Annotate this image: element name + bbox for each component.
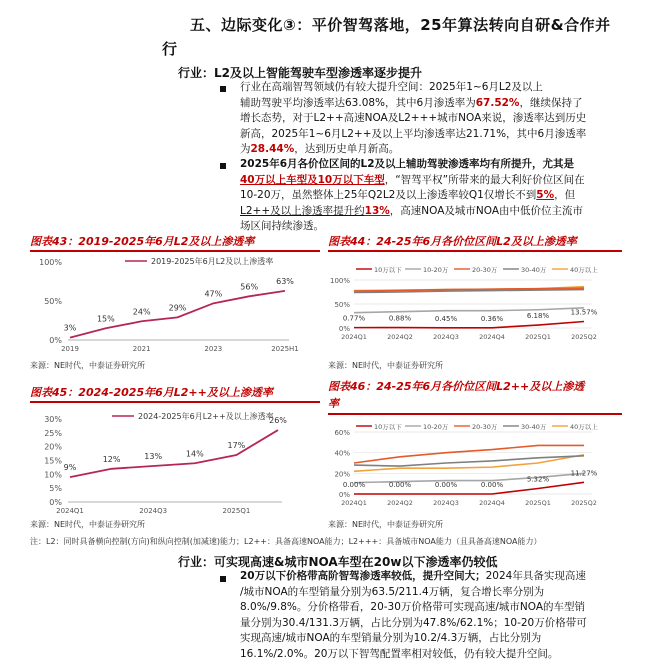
legend-label: 30-40万 bbox=[521, 266, 547, 274]
chart-source: 来源：NE时代，中泰证券研究所 bbox=[30, 361, 146, 370]
data-label: 0.88% bbox=[388, 314, 412, 323]
data-label: 0.00% bbox=[342, 481, 366, 489]
y-tick-label: 20% bbox=[44, 442, 62, 452]
data-label: 13.57% bbox=[570, 308, 598, 317]
data-label: 0.36% bbox=[480, 314, 504, 323]
x-tick-label: 2021 bbox=[132, 345, 151, 353]
y-tick-label: 0% bbox=[49, 336, 62, 345]
y-tick-label: 15% bbox=[44, 456, 62, 466]
series-line bbox=[354, 308, 584, 313]
paragraph: 20万以下价格带高阶智驾渗透率较低，提升空间大；2024年具备实现高速 /城市NOA的车型销量分别为63.5/211.4万辆，复合增长率分别为 8.0%/9.8%。分价格带看，20-30万价格带可实现高速/城市NOA的车型销 量分别为30.4/131.3万辆，占比分别为47.8%/62.1%；10-20万价格带可 实现高速/城市NOA的车型销量分别为10.2/4.3万辆，占比分别为 16.1%/2.0%。20万以下智驾配置率相对较低，仍有较大提升空间。 bbox=[240, 570, 587, 660]
x-tick-label: 2024Q2 bbox=[387, 333, 413, 341]
x-tick-label: 2024Q1 bbox=[341, 499, 367, 507]
legend-label: 10万以下 bbox=[374, 266, 402, 274]
paragraph: 行业在高端智驾领域仍有较大提升空间：2025年1~6月L2及以上 辅助驾驶平均渗透率达63.08%，其中6月渗透率为67.52%，继续保持了 增长态势，对于L2++高速NOA及L2+++城市NOA来说，渗透率达到历史 新高，2025年1~6月L2++及以上平均渗透率达21.71%，其中6月渗透率 为28.44%，达到历史单月新高。 bbox=[240, 81, 587, 155]
data-label: 5.32% bbox=[526, 475, 550, 484]
legend-label: 10-20万 bbox=[423, 423, 449, 431]
x-tick-label: 2025H1 bbox=[271, 345, 299, 353]
x-tick-label: 2025Q2 bbox=[571, 333, 597, 341]
data-label: 0.00% bbox=[434, 481, 458, 489]
y-tick-label: 60% bbox=[334, 429, 350, 437]
x-tick-label: 2024Q4 bbox=[479, 333, 505, 341]
chart-caption-43: 图表43：2019-2025年6月L2及以上渗透率 bbox=[30, 233, 320, 252]
chart-caption-46-line2: 率 bbox=[328, 397, 339, 410]
y-tick-label: 50% bbox=[44, 297, 62, 306]
section-title: 行业：可实现高速&城市NOA车型在20w以下渗透率仍较低 bbox=[178, 555, 498, 569]
x-tick-label: 2024Q1 bbox=[341, 333, 367, 341]
bullet-marker bbox=[220, 86, 226, 92]
y-tick-label: 0% bbox=[338, 325, 350, 333]
legend-label: 2019-2025年6月L2及以上渗透率 bbox=[151, 257, 274, 266]
x-tick-label: 2024Q4 bbox=[479, 499, 505, 507]
legend-label: 40万以上 bbox=[570, 266, 598, 274]
x-tick-label: 2025Q1 bbox=[222, 507, 251, 515]
paragraph: 2025年6月各价位区间的L2及以上辅助驾驶渗透率均有所提升，尤其是 40万以上车型及10万以下车型，“智驾平权”所带来的最大利好价位区间在 10-20万，虽然整体上25年Q2L2及以上渗透率较Q1仅增长不到5%，但 L2++及以上渗透率提升约13%，高速NOA及城市NOA由中低价位主流市 场区间持续渗透。 bbox=[240, 158, 585, 232]
data-label: 15% bbox=[96, 314, 115, 324]
legend-label: 20-30万 bbox=[472, 266, 498, 274]
data-label: 6.18% bbox=[526, 312, 550, 321]
data-label: 0.77% bbox=[342, 314, 366, 323]
y-tick-label: 10% bbox=[44, 470, 62, 480]
chart-source: 来源：NE时代，中泰证券研究所 bbox=[328, 520, 444, 529]
data-label: 63% bbox=[276, 276, 294, 286]
y-tick-label: 30% bbox=[44, 415, 62, 424]
data-label: 0.45% bbox=[434, 314, 458, 323]
data-label: 13% bbox=[144, 452, 163, 462]
chart-source: 来源：NE时代，中泰证券研究所 bbox=[30, 520, 146, 529]
y-tick-label: 100% bbox=[39, 258, 62, 267]
legend-label: 20-30万 bbox=[472, 423, 498, 431]
page-heading: 五、边际变化③：平价智驾落地，25年算法转向自研&合作并 bbox=[190, 16, 611, 34]
chart-caption-45: 图表45：2024-2025年6月L2++及以上渗透率 bbox=[30, 384, 320, 403]
chart-45 bbox=[30, 405, 320, 517]
legend-label: 40万以上 bbox=[570, 423, 598, 431]
chart-caption-44: 图表44：24-25年6月各价位区间L2及以上渗透率 bbox=[328, 233, 622, 252]
bullet-marker bbox=[220, 576, 226, 582]
data-label: 26% bbox=[269, 416, 287, 426]
data-label: 29% bbox=[168, 303, 187, 313]
data-label: 0.00% bbox=[480, 481, 504, 489]
x-tick-label: 2024Q2 bbox=[387, 499, 413, 507]
x-tick-label: 2025Q1 bbox=[525, 333, 551, 341]
data-label: 0.00% bbox=[388, 481, 412, 489]
page-heading-cont: 行 bbox=[162, 40, 178, 58]
x-tick-label: 2024Q3 bbox=[139, 507, 168, 515]
legend-label: 2024-2025年6月L2++及以上渗透率 bbox=[138, 412, 274, 421]
y-tick-label: 100% bbox=[329, 277, 350, 285]
x-tick-label: 2024Q3 bbox=[433, 333, 459, 341]
data-label: 9% bbox=[63, 463, 77, 473]
data-label: 17% bbox=[227, 440, 246, 450]
x-tick-label: 2024Q1 bbox=[56, 507, 84, 515]
y-tick-label: 0% bbox=[338, 491, 350, 499]
legend-label: 10万以下 bbox=[374, 423, 402, 431]
data-label: 11.27% bbox=[570, 469, 598, 478]
legend-label: 10-20万 bbox=[423, 266, 449, 274]
bullet-marker bbox=[220, 163, 226, 169]
data-label: 14% bbox=[185, 449, 204, 459]
y-tick-label: 5% bbox=[49, 484, 62, 494]
footnote: 注：L2：同时具备横向控制(方向)和纵向控制(加减速)能力；L2++：具备高速NOA能力；L2+++：具备城市NOA能力（且具备高速NOA能力） bbox=[30, 537, 542, 546]
data-label: 12% bbox=[102, 454, 121, 464]
data-label: 47% bbox=[204, 289, 223, 299]
section-title: 行业：L2及以上智能驾驶车型渗透率逐步提升 bbox=[178, 66, 422, 80]
x-tick-label: 2025Q2 bbox=[571, 499, 597, 507]
chart-source: 来源：NE时代，中泰证券研究所 bbox=[328, 361, 444, 370]
y-tick-label: 25% bbox=[44, 428, 62, 438]
chart-46 bbox=[328, 420, 622, 517]
series-line bbox=[70, 430, 278, 477]
chart-44 bbox=[328, 252, 622, 357]
legend-label: 30-40万 bbox=[521, 423, 547, 431]
y-tick-label: 50% bbox=[334, 301, 350, 309]
x-tick-label: 2025Q1 bbox=[525, 499, 551, 507]
data-label: 56% bbox=[240, 282, 259, 292]
chart-43 bbox=[30, 252, 320, 357]
chart-caption-46-line1: 图表46：24-25年6月各价位区间L2++及以上渗透 bbox=[328, 380, 585, 393]
x-tick-label: 2019 bbox=[61, 345, 79, 353]
x-tick-label: 2024Q3 bbox=[433, 499, 459, 507]
y-tick-label: 20% bbox=[334, 470, 350, 479]
chart-caption-46 bbox=[328, 378, 622, 415]
y-tick-label: 40% bbox=[334, 449, 350, 458]
data-label: 24% bbox=[132, 307, 151, 317]
data-label: 3% bbox=[63, 323, 77, 333]
x-tick-label: 2023 bbox=[204, 345, 223, 353]
y-tick-label: 0% bbox=[49, 498, 62, 507]
